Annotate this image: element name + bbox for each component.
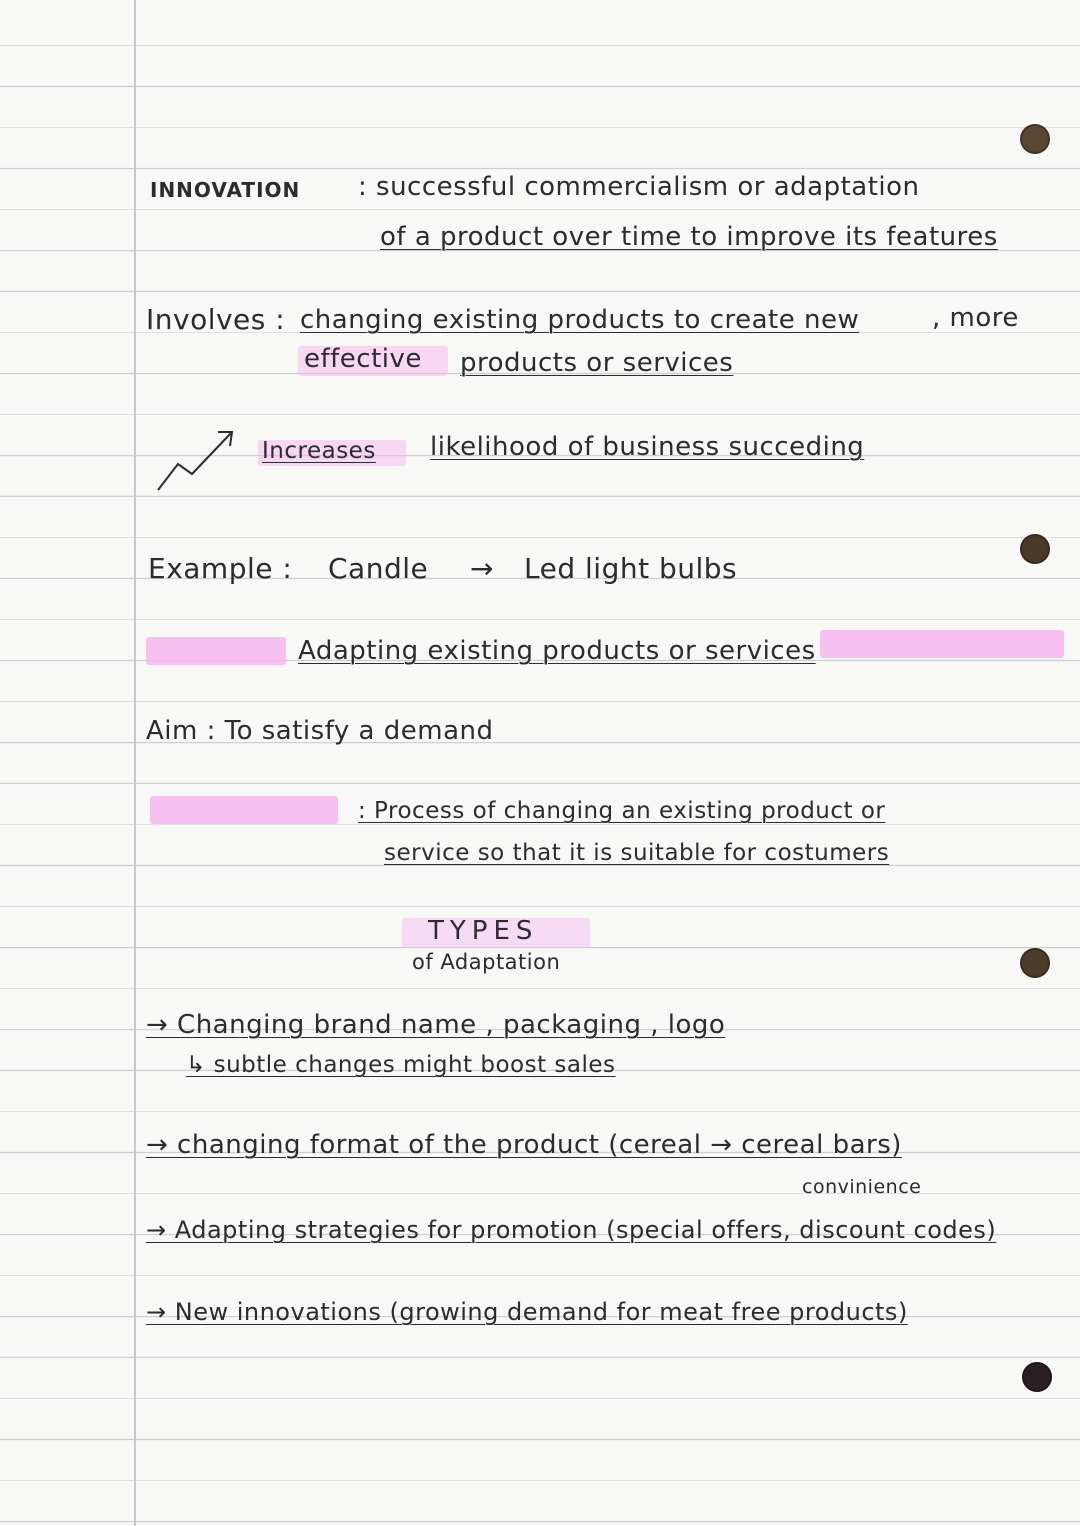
process-line2: service so that it is suitable for costumers — [384, 840, 890, 866]
innovation-heading: INNOVATION — [150, 178, 301, 202]
innovation-definition-line1: : successful commercialism or adaptation — [358, 172, 920, 202]
involves-label: Involves : — [146, 303, 286, 336]
example-label: Example : — [148, 552, 293, 585]
process-line1: : Process of changing an existing product or — [358, 798, 886, 824]
involves-line2: products or services — [460, 348, 734, 378]
aim-text: Aim : To satisfy a demand — [146, 716, 494, 746]
involves-effective: effective — [304, 344, 422, 374]
list-item: → New innovations (growing demand for meat free products) — [146, 1298, 908, 1326]
involves-line1-more: , more — [932, 303, 1019, 333]
example-arrow: → — [470, 552, 494, 585]
highlight-adapting-right — [820, 630, 1064, 658]
rising-arrow-icon — [156, 424, 246, 494]
binder-hole-3 — [1020, 948, 1050, 978]
list-item: → Adapting strategies for promotion (special offers, discount codes) — [146, 1216, 997, 1244]
example-from: Candle — [328, 552, 429, 585]
increases-text: likelihood of business succeding — [430, 432, 865, 462]
types-subtitle: of Adaptation — [412, 950, 561, 974]
margin-line — [134, 0, 136, 1526]
list-item: ↳ subtle changes might boost sales — [186, 1052, 616, 1078]
increases-label: Increases — [262, 438, 376, 464]
binder-hole-4b — [1022, 1362, 1052, 1392]
example-to: Led light bulbs — [524, 552, 738, 585]
list-item: convinience — [802, 1176, 922, 1198]
list-item: → Changing brand name , packaging , logo — [146, 1010, 726, 1040]
highlight-adapting-left — [146, 637, 286, 665]
innovation-definition-line2: of a product over time to improve its features — [380, 222, 998, 252]
highlight-process — [150, 796, 338, 824]
binder-hole-2 — [1020, 534, 1050, 564]
types-title: TYPES — [428, 916, 539, 946]
binder-hole-1 — [1020, 124, 1050, 154]
adapting-heading: Adapting existing products or services — [298, 636, 816, 666]
list-item: → changing format of the product (cereal → cereal bars) — [146, 1130, 902, 1160]
involves-line1: changing existing products to create new — [300, 305, 860, 335]
